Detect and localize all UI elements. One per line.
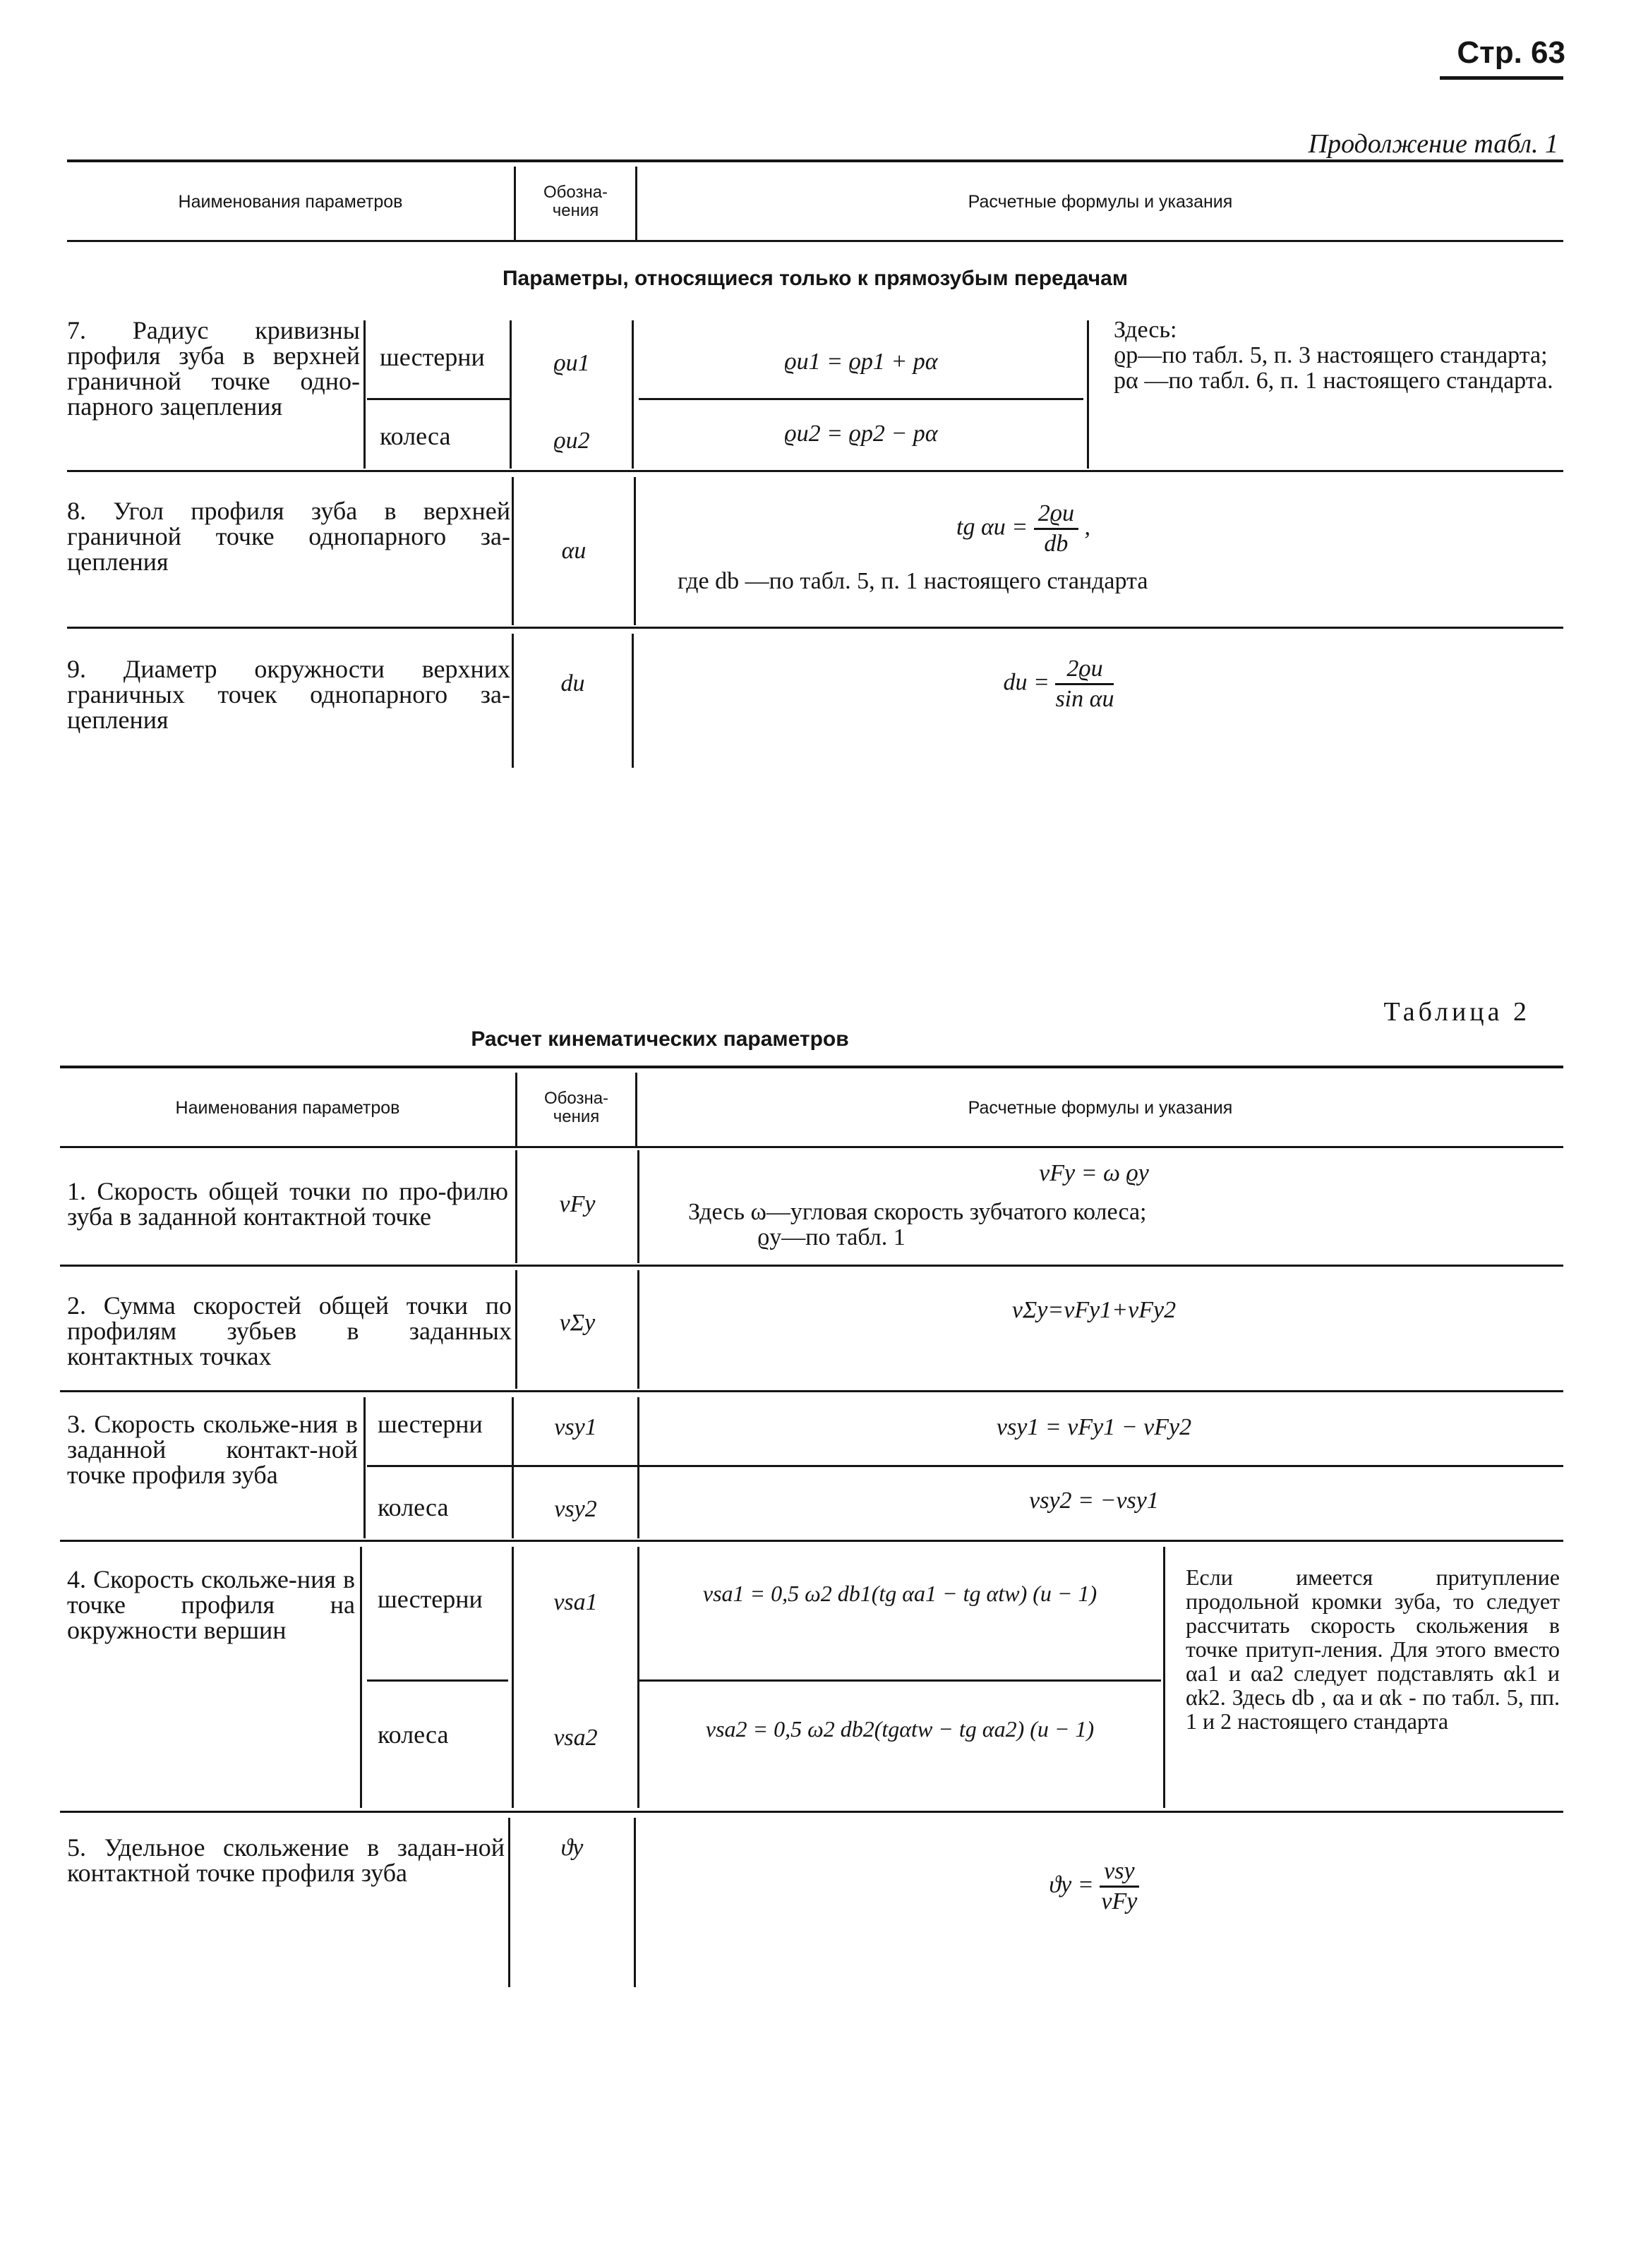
- table2-row3-formula1: vsy1 = vFy1 − vFy2: [996, 1414, 1192, 1440]
- table1-row8-fraction: [1034, 500, 1078, 558]
- table1-row7-name: 7. Радиус кривизны профиля зуба в верхней граничной точке одно-парного зацепления: [67, 316, 360, 421]
- table1-row8-formula-tail: ,: [1084, 514, 1090, 541]
- table2-header-symbol: Обозна- чения: [543, 1089, 609, 1126]
- table2-row3-sub-rule: [367, 1465, 1563, 1467]
- table2-row4-name: 4. Скорость скольже-ния в точке профиля на окружности вершин: [67, 1565, 355, 1644]
- continuation-label: Продолжение табл. 1: [1308, 129, 1558, 159]
- table1-section-title: Параметры, относящиеся только к прямозубым передачам: [502, 267, 1129, 290]
- table2-row5-name: 5. Удельное скольжение в задан-ной контактной точке профиля зуба: [67, 1833, 505, 1887]
- table2-row4-divider: [637, 1547, 639, 1808]
- table2-row4-subdivider: [360, 1547, 362, 1808]
- page-number: Стр. 63: [1457, 35, 1565, 70]
- table1-row7-note-line: ϱp—по табл. 5, п. 3 настоящего стандарта;: [1114, 342, 1548, 368]
- table1-row9-formula-lhs: du =: [1003, 669, 1049, 696]
- table1-row9-divider: [632, 634, 634, 768]
- table2-row4-formula2: vsa2 = 0,5 ω2 db2(tgαtw − tg αa2) (u − 1): [705, 1716, 1095, 1742]
- table1-row9-sym: du: [560, 670, 585, 696]
- table2-row2-formula: vΣy=vFy1+vFy2: [1011, 1297, 1177, 1323]
- table2-row1-divider: [637, 1150, 639, 1263]
- table1-row7-sub1: шестерни: [380, 343, 485, 371]
- table1-row7-divider: [632, 320, 634, 469]
- page-number-underline: [1440, 76, 1563, 80]
- table1-header-symbol: Обозна- чения: [543, 183, 608, 220]
- table1-row9-formula: [847, 655, 1270, 713]
- table1-row7-note-line: Здесь:: [1114, 317, 1177, 343]
- table1-row8-note: где db —по табл. 5, п. 1 настоящего стандарта: [678, 568, 1148, 594]
- table1-row7-note-line: pα —по табл. 6, п. 1 настоящего стандарта.: [1114, 368, 1553, 394]
- table1-row8-sym: αu: [561, 538, 587, 564]
- table2-row1-note1: Здесь ω—угловая скорость зубчатого колеса;: [688, 1199, 1147, 1225]
- table2-row1-sym: vFy: [559, 1191, 596, 1217]
- table2-row2-sym: vΣy: [559, 1310, 596, 1336]
- table2-row3-divider: [637, 1397, 639, 1538]
- table1-row8-fraction-den: db: [1044, 531, 1069, 557]
- table2-row3-name: 3. Скорость скольже-ния в заданной контакт-ной точке профиля зуба: [67, 1410, 358, 1489]
- table1-row9-name: 9. Диаметр окружности верхних граничных точек однопарного за-цепления: [67, 655, 510, 734]
- table1-header-name: Наименования параметров: [178, 192, 403, 212]
- table2-row1-note2: ϱy—по табл. 1: [757, 1224, 906, 1250]
- table1-row8-formula: [776, 500, 1270, 558]
- table2-row2-name: 2. Сумма скоростей общей точки по профилям зубьев в заданных контактных точках: [67, 1291, 512, 1370]
- table1-row9-fraction: [1055, 655, 1114, 713]
- table2-row3-sub2: колеса: [378, 1493, 449, 1521]
- table2-row1-bottom-rule: [60, 1265, 1563, 1267]
- table1-row7-bottom-rule: [67, 470, 1563, 472]
- table2-row4-sub-rule: [367, 1679, 508, 1682]
- table1-row7-subdivider: [363, 320, 366, 469]
- table2-row4-bottom-rule: [60, 1811, 1563, 1813]
- table1-row7-sub2: колеса: [380, 422, 451, 450]
- table2-row3-formula2: vsy2 = −vsy1: [1029, 1488, 1159, 1514]
- table1-row7-formula-rule: [639, 398, 1083, 400]
- table2-row1-name: 1. Скорость общей точки по про-филю зуба в заданной контактной точке: [67, 1177, 508, 1231]
- table2-row3-subdivider: [363, 1397, 366, 1538]
- table1-row8-fraction-num: 2ϱu: [1034, 500, 1078, 530]
- table2-row5-fraction-den: vFy: [1101, 1888, 1138, 1914]
- table2-row4-formula1: vsa1 = 0,5 ω2 db1(tg αa1 − tg αtw) (u − 1): [702, 1581, 1097, 1606]
- table2-row4-sub2: колеса: [378, 1720, 449, 1749]
- table2-row2-bottom-rule: [60, 1390, 1563, 1392]
- table2-label: Таблица 2: [1383, 997, 1530, 1027]
- table1-top-rule: [67, 159, 1563, 162]
- table2-title: Расчет кинематических параметров: [471, 1027, 849, 1051]
- table1-row9-fraction-den: sin αu: [1055, 686, 1114, 712]
- table2-row5-formula-lhs: ϑy =: [1049, 1871, 1094, 1898]
- table2-row2-divider: [637, 1270, 639, 1389]
- table1-row8-divider: [634, 477, 636, 625]
- table1-row7-formula2: ϱu2 = ϱp2 − pα: [784, 421, 938, 447]
- table1-row8-name: 8. Угол профиля зуба в верхней граничной точке однопарного за-цепления: [67, 497, 510, 576]
- table1-row9-fraction-num: 2ϱu: [1055, 655, 1114, 685]
- table2-row3-bottom-rule: [60, 1540, 1563, 1542]
- table2-row3-sym2: vsy2: [554, 1496, 597, 1522]
- table1-row7-sym1: ϱu1: [553, 350, 590, 376]
- table2-top-rule: [60, 1066, 1563, 1068]
- table2-row4-formula-rule: [639, 1679, 1161, 1682]
- table2-row4-sym1: vsa1: [553, 1589, 598, 1615]
- table2-row1-formula: vFy = ω ϱy: [1039, 1160, 1149, 1186]
- table2-row5-divider: [634, 1818, 636, 1987]
- table2-row4-sym2: vsa2: [553, 1725, 598, 1751]
- table2-row5-formula: [918, 1857, 1270, 1916]
- table1-row9-divider: [512, 634, 514, 768]
- table2-header-rule: [60, 1146, 1563, 1148]
- table2-row3-sub1: шестерни: [378, 1410, 483, 1438]
- table1-row7-sym2: ϱu2: [553, 428, 590, 454]
- table2-row3-sym1: vsy1: [554, 1414, 597, 1440]
- table1-row7-formula1: ϱu1 = ϱp1 + pα: [784, 349, 938, 375]
- table1-row7-sub-rule: [367, 398, 510, 400]
- table1-header-rule: [67, 240, 1563, 242]
- table2-row4-sub1: шестерни: [378, 1585, 483, 1613]
- table2-header-formula: Расчетные формулы и указания: [968, 1098, 1233, 1118]
- table2-header-name: Наименования параметров: [175, 1098, 400, 1118]
- table1-row7-note: [1114, 318, 1560, 394]
- table1-header-formula: Расчетные формулы и указания: [968, 192, 1233, 212]
- table2-row4-divider: [512, 1547, 514, 1808]
- table2-row4-note: Если имеется притупление продольной кромки зуба, то следует рассчитать скорость скольжения в точке притуп-ления. Для этого вместо αa1 и αa2 следует подставлять αk1 и αk2. Здесь db , αa и αk - по табл. 5, пп. 1 и 2 настоящего стандарта: [1186, 1564, 1560, 1734]
- table1-row7-note-divider: [1087, 320, 1089, 469]
- table2-row5-fraction: [1100, 1857, 1138, 1916]
- table1-row8-bottom-rule: [67, 627, 1563, 629]
- table2-row5-fraction-num: vsy: [1100, 1857, 1138, 1888]
- table1-row8-formula-lhs: tg αu =: [956, 514, 1028, 541]
- table2-row5-sym: ϑy: [560, 1835, 584, 1861]
- table2-row4-note-divider: [1163, 1547, 1165, 1808]
